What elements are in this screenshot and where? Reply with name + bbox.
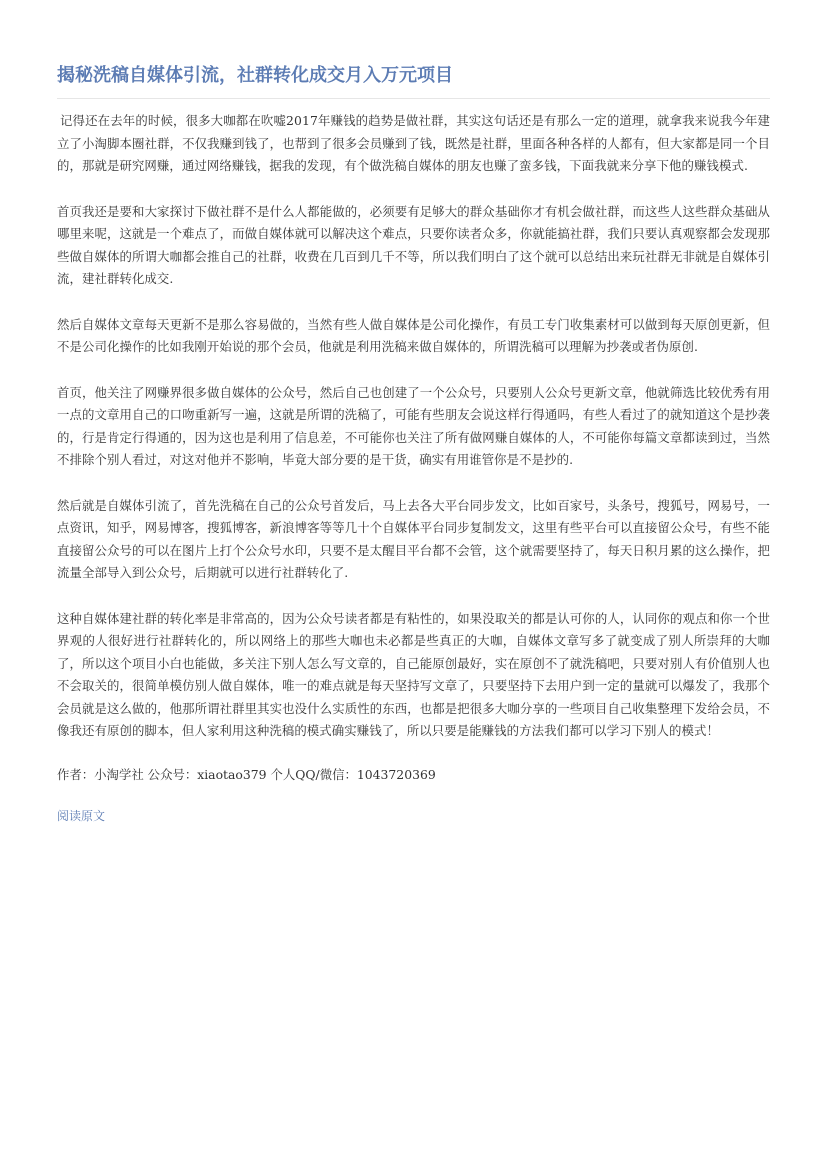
article-paragraph-6: 这种自媒体建社群的转化率是非常高的，因为公众号读者都是有粘性的，如果没取关的都是认可你的人，认同你的观点和你一个世界观的人很好进行社群转化的，所以网络上的那些大咖也未必都是些真正的大咖，自媒体文章写多了就变成了别人所崇拜的大咖了，所以这个项目小白也能做，多关注下别人怎么写文章的，自己能原创最好，实在原创不了就洗稿吧，只要对别人有价值别人也不会取关的，很简单模仿别人做自媒体，唯一的难点就是每天坚持写文章了，只要坚持下去用户到一定的量就可以爆发了，我那个会员就是这么做的，他那所谓社群里其实也没什么实质性的东西，也都是把很多大咖分享的一些项目自己收集整理下发给会员，不像我还有原创的脚本，但人家利用这种洗稿的模式确实赚钱了，所以只要是能赚钱的方法我们都可以学习下别人的模式！ <box>57 610 770 738</box>
article-paragraph-3: 然后自媒体文章每天更新不是那么容易做的，当然有些人做自媒体是公司化操作，有员工专门收集素材可以做到每天原创更新，但不是公司化操作的比如我刚开始说的那个会员，他就是利用洗稿来做自媒体的，所谓洗稿可以理解为抄袭或者伪原创. <box>57 316 770 354</box>
article-paragraph-4: 首页，他关注了网赚界很多做自媒体的公众号，然后自己也创建了一个公众号，只要别人公众号更新文章，他就筛选比较优秀有用一点的文章用自己的口吻重新写一遍，这就是所谓的洗稿了，可能有些朋友会说这样行得通吗，有些人看过了的就知道这个是抄袭的，行是肯定行得通的，因为这也是利用了信息差，不可能你也关注了所有做网赚自媒体的人，不可能你每篇文章都读到过，当然不排除个别人看过，对这对他并不影响，毕竟大部分要的是干货，确实有用谁管你是不是抄的. <box>57 384 770 467</box>
read-original-link[interactable]: 阅读原文 <box>57 808 106 823</box>
author-info: 作者：小淘学社 公众号：xiaotao379 个人QQ/微信：1043720369 <box>57 766 436 782</box>
article-paragraph-1: 记得还在去年的时候，很多大咖都在吹嘘2017年赚钱的趋势是做社群，其实这句话还是有那么一定的道理，就拿我来说我今年建立了小淘脚本圈社群，不仅我赚到钱了，也帮到了很多会员赚到了钱，既然是社群，里面各种各样的人都有，但大家都是同一个目的，那就是研究网赚，通过网络赚钱，据我的发现，有个做洗稿自媒体的朋友也赚了蛮多钱，下面我就来分享下他的赚钱模式. <box>57 113 770 173</box>
article-paragraph-5: 然后就是自媒体引流了，首先洗稿在自己的公众号首发后，马上去各大平台同步发文，比如百家号，头条号，搜狐号，网易号，一点资讯，知乎，网易博客，搜狐博客，新浪博客等等几十个自媒体平台同步复制发文，这里有些平台可以直接留公众号，有些不能直接留公众号的可以在图片上打个公众号水印，只要不是太醒目平台都不会管，这个就需要坚持了，每天日积月累的这么操作，把流量全部导入到公众号，后期就可以进行社群转化了. <box>57 497 770 580</box>
article-paragraph-2: 首页我还是要和大家探讨下做社群不是什么人都能做的，必须要有足够大的群众基础你才有机会做社群，而这些人这些群众基础从哪里来呢，这就是一个难点了，而做自媒体就可以解决这个难点，只要你读者众多，你就能搞社群，我们只要认真观察都会发现那些做自媒体的所谓大咖都会推自己的社群，收费在几百到几千不等，所以我们明白了这个就可以总结出来玩社群无非就是自媒体引流，建社群转化成交. <box>57 203 770 286</box>
article-title: 揭秘洗稿自媒体引流，社群转化成交月入万元项目 <box>57 62 770 99</box>
article-body <box>57 110 770 826</box>
article-page <box>57 62 770 826</box>
